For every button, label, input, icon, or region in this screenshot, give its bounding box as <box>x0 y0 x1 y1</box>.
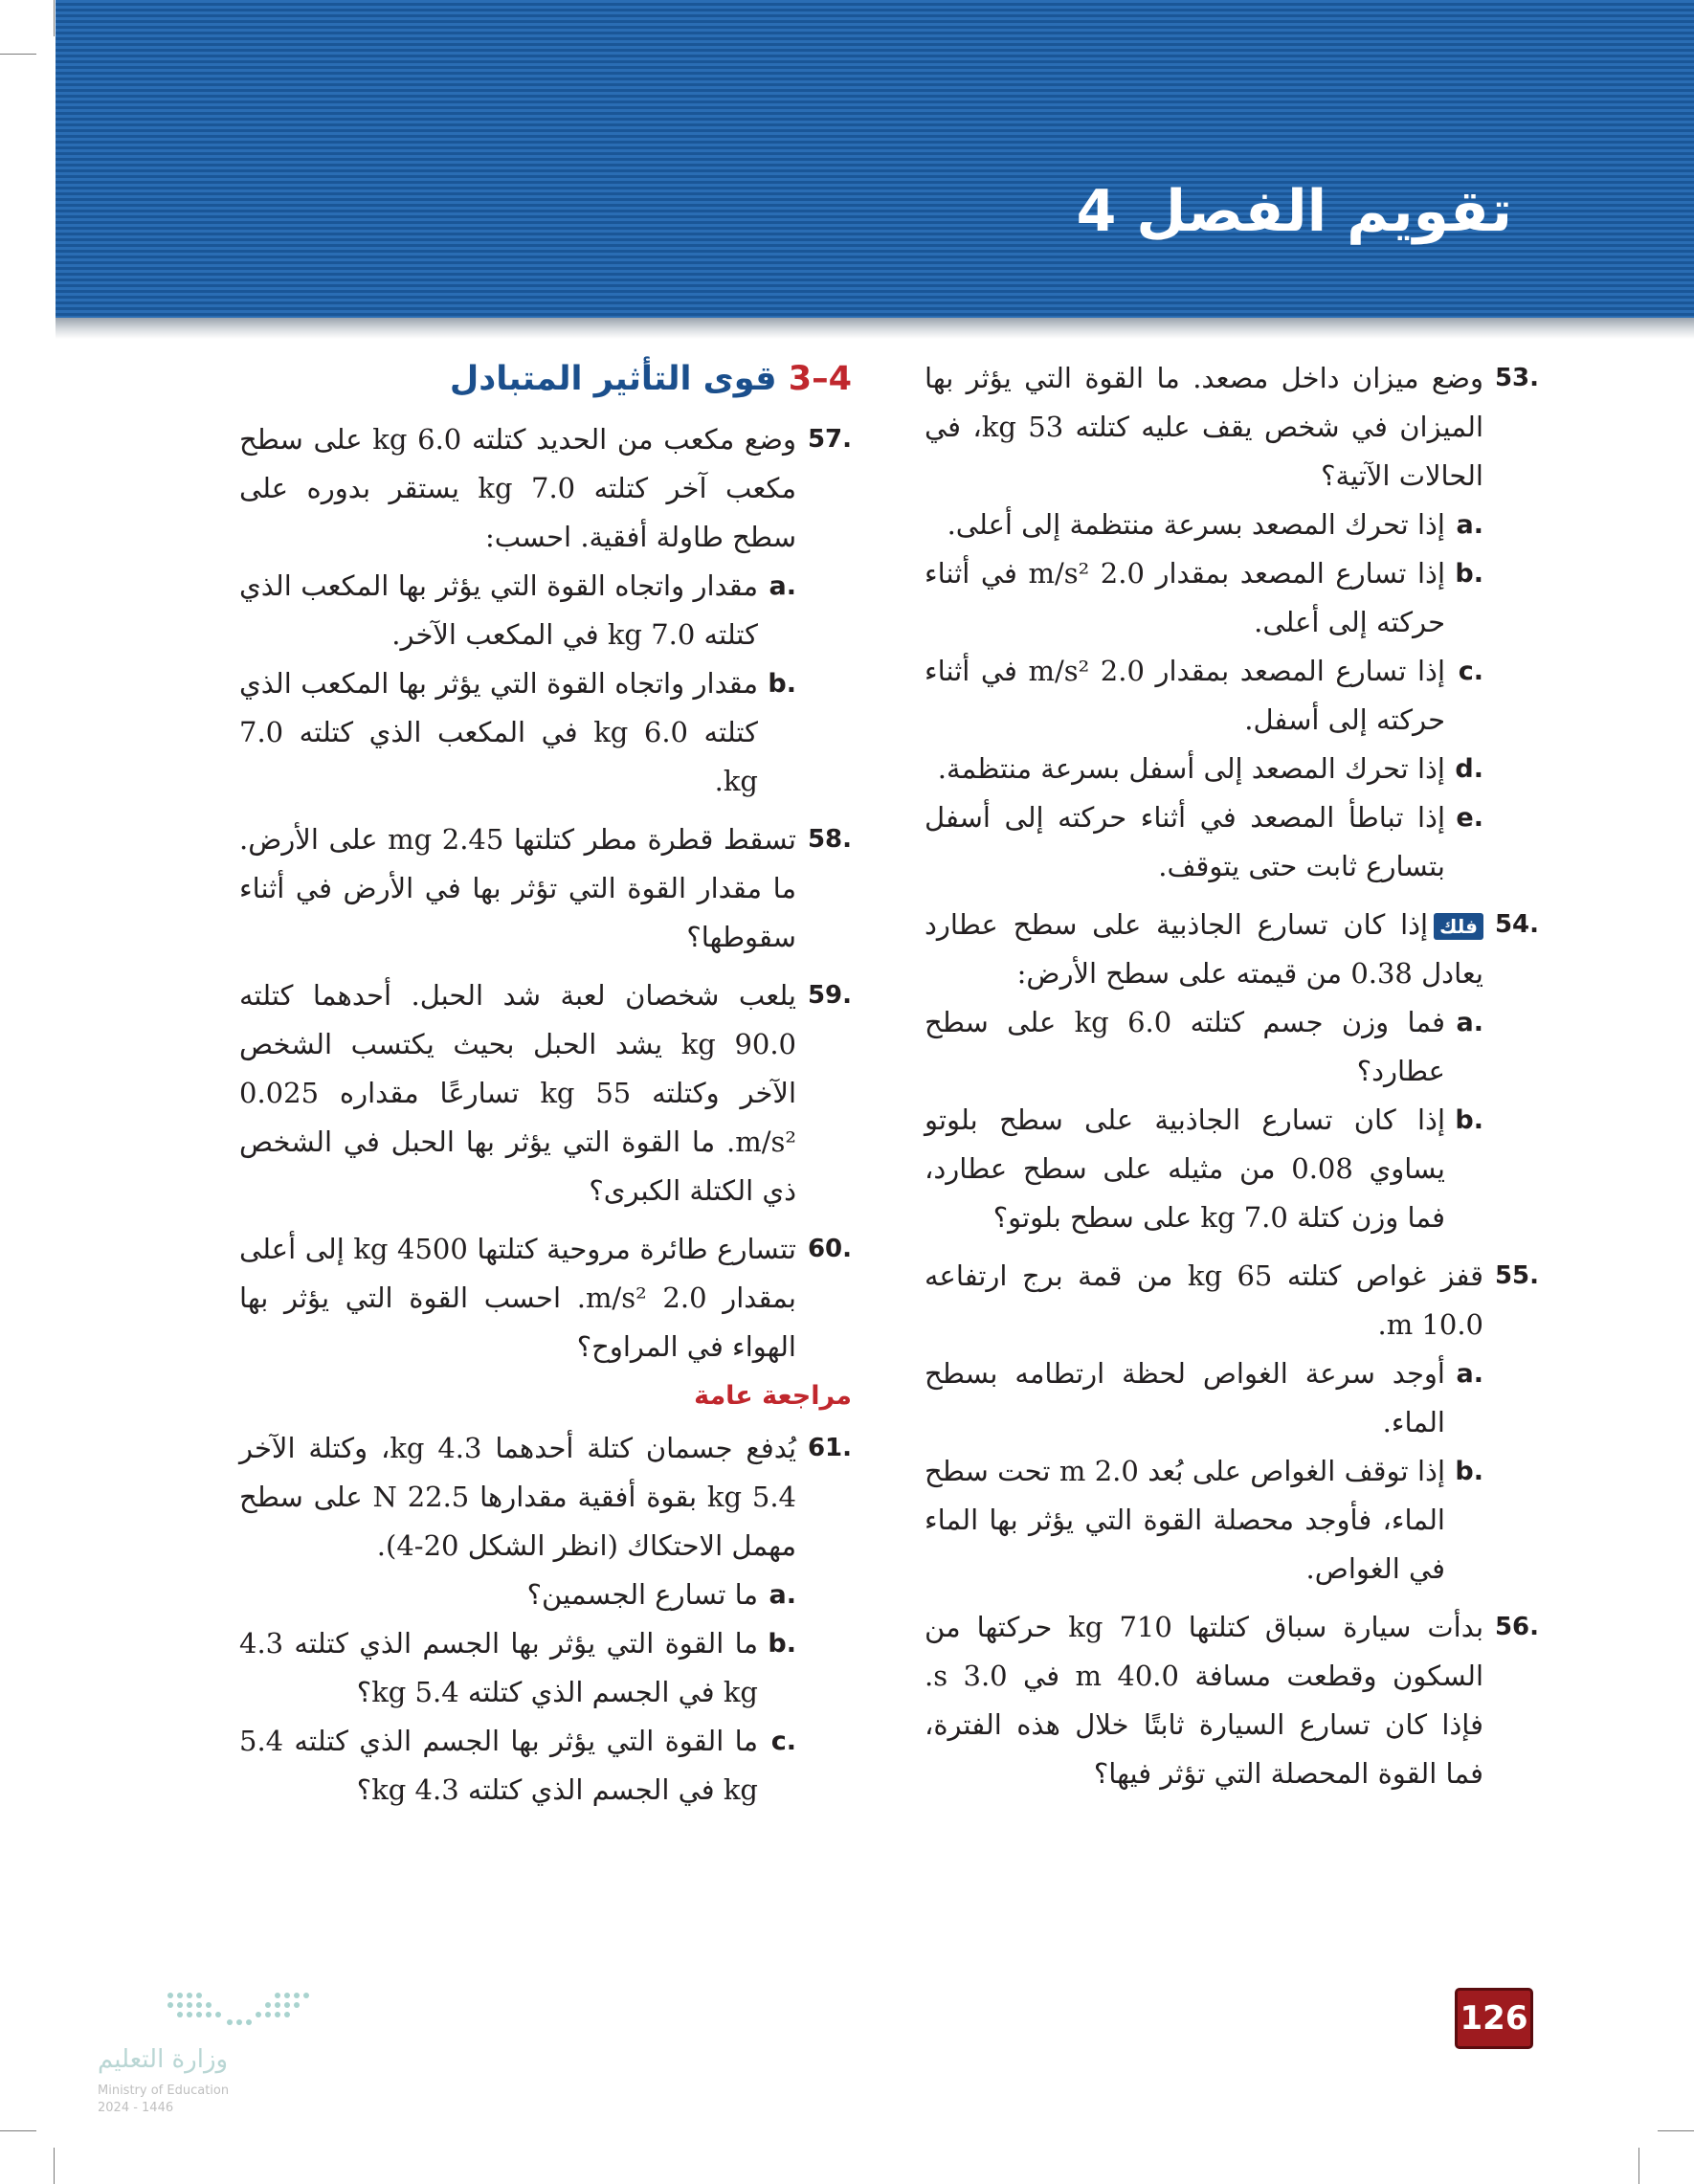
question-stem <box>925 1603 1483 1798</box>
sub-question <box>239 562 796 659</box>
sub-question-letter: c. <box>770 1727 796 1756</box>
sub-question-text: إذا تسارع المصعد بمقدار 2.0 m/s² في أثناء حركته إلى أسفل. <box>925 655 1445 736</box>
question-stem <box>239 1424 796 1571</box>
subsection-heading: مراجعة عامة <box>694 1381 852 1411</box>
question-number: 59. <box>807 981 852 1010</box>
question-stem <box>239 1225 796 1371</box>
question-text: إذا كان تسارع الجاذبية على سطح عطارد يعادل 0.38 من قيمته على سطح الأرض: <box>925 908 1483 990</box>
question-stem <box>925 354 1483 501</box>
sub-question-letter: a. <box>1456 510 1483 540</box>
sub-question <box>925 745 1483 793</box>
sub-question <box>239 1619 796 1717</box>
sub-question-text: ما تسارع الجسمين؟ <box>526 1578 758 1611</box>
sub-question <box>925 549 1483 647</box>
ministry-name-en: Ministry of Education <box>98 2084 230 2098</box>
sub-question-letter: b. <box>768 1629 796 1659</box>
question-stem <box>925 1252 1483 1349</box>
section-title: قوى التأثير المتبادل <box>449 360 777 398</box>
question-60 <box>239 1225 852 1371</box>
question-stem <box>239 815 796 962</box>
sub-question-letter: a. <box>1456 1008 1483 1037</box>
question-56 <box>925 1603 1539 1798</box>
crop-mark <box>0 2130 36 2131</box>
question-54 <box>925 901 1539 1242</box>
question-text: يلعب شخصان لعبة شد الحبل. أحدهما كتلته 90.0 kg يشد الحبل بحيث يكتسب الشخص الآخر وكتلته 55 kg تسارعًا مقداره 0.025 m/s². ما القوة التي يؤثر بها الحبل في الشخص ذي الكتلة الكبرى؟ <box>239 979 797 1207</box>
sub-question-text: إذا تحرك المصعد إلى أسفل بسرعة منتظمة. <box>937 752 1445 785</box>
question-stem <box>239 415 796 562</box>
sub-question-letter: a. <box>769 1580 796 1610</box>
question-number: 55. <box>1494 1261 1539 1290</box>
question-number: 54. <box>1494 910 1539 939</box>
question-text: تسقط قطرة مطر كتلتها 2.45 mg على الأرض. ما مقدار القوة التي تؤثر بها في الأرض في أثناء سقوطها؟ <box>239 823 797 953</box>
sub-question-text: إذا كان تسارع الجاذبية على سطح بلوتو يساوي 0.08 من مثيله على سطح عطارد، فما وزن كتلة 7.0 kg على سطح بلوتو؟ <box>925 1103 1445 1234</box>
sub-question <box>239 1717 796 1815</box>
sub-question-letter: d. <box>1455 754 1483 784</box>
sub-question-letter: b. <box>1455 559 1483 589</box>
sub-question <box>925 647 1483 745</box>
question-55 <box>925 1252 1539 1593</box>
sub-question-text: ما القوة التي يؤثر بها الجسم الذي كتلته 5.4 kg في الجسم الذي كتلته 4.3 kg؟ <box>239 1725 758 1806</box>
ministry-year: 2024 - 1446 <box>98 2101 174 2115</box>
sub-question-text: أوجد سرعة الغواص لحظة ارتطامه بسطح الماء. <box>925 1357 1445 1438</box>
sub-question <box>925 998 1483 1096</box>
sub-question <box>239 1571 796 1619</box>
sub-question <box>925 1096 1483 1242</box>
left-column <box>239 354 852 1824</box>
question-text: وضع ميزان داخل مصعد. ما القوة التي يؤثر بها الميزان في شخص يقف عليه كتلته 53 kg، في الحالات الآتية؟ <box>925 362 1484 492</box>
crop-mark <box>1638 2148 1639 2184</box>
section-number: 4–3 <box>788 360 852 398</box>
crop-mark <box>54 0 55 36</box>
sub-question-text: إذا تحرك المصعد بسرعة منتظمة إلى أعلى. <box>947 508 1445 541</box>
question-57 <box>239 415 852 806</box>
sub-question-letter: b. <box>1455 1457 1483 1486</box>
question-text: وضع مكعب من الحديد كتلته 6.0 kg على سطح مكعب آخر كتلته 7.0 kg يستقر بدوره على سطح طاولة أفقية. احسب: <box>239 423 797 553</box>
question-number: 58. <box>807 825 852 854</box>
sub-question <box>925 1349 1483 1447</box>
sub-question-text: ما القوة التي يؤثر بها الجسم الذي كتلته 4.3 kg في الجسم الذي كتلته 5.4 kg؟ <box>239 1627 758 1708</box>
question-stem <box>239 971 796 1215</box>
sub-question <box>925 793 1483 891</box>
sub-question-text: إذا توقف الغواص على بُعد 2.0 m تحت سطح الماء، فأوجد محصلة القوة التي يؤثر بها الماء في الغواص. <box>925 1455 1445 1585</box>
question-number: 57. <box>807 425 852 454</box>
sub-question-text: إذا تسارع المصعد بمقدار 2.0 m/s² في أثناء حركته إلى أعلى. <box>925 557 1445 638</box>
header-shadow <box>56 318 1694 339</box>
question-stem <box>925 901 1483 998</box>
ministry-dots-icon <box>163 1986 316 2034</box>
sub-question-text: مقدار واتجاه القوة التي يؤثر بها المكعب الذي كتلته 6.0 kg في المكعب الذي كتلته 7.0 kg. <box>239 667 758 797</box>
sub-question-text: إذا تباطأ المصعد في أثناء حركته إلى أسفل بتسارع ثابت حتى يتوقف. <box>925 801 1445 882</box>
sub-question <box>925 501 1483 549</box>
sub-question <box>925 1447 1483 1593</box>
sub-question-text: مقدار واتجاه القوة التي يؤثر بها المكعب الذي كتلته 7.0 kg في المكعب الآخر. <box>239 569 758 651</box>
crop-mark <box>1658 2130 1694 2131</box>
question-53 <box>925 354 1539 891</box>
page-number: 126 <box>1455 1988 1533 2049</box>
question-58 <box>239 815 852 962</box>
sub-question-letter: a. <box>769 571 796 601</box>
crop-mark <box>0 54 36 55</box>
sub-question-letter: b. <box>1455 1105 1483 1135</box>
question-text: يُدفع جسمان كتلة أحدهما 4.3 kg، وكتلة الآخر 5.4 kg بقوة أفقية مقدارها 22.5 N على سطح مهمل الاحتكاك (انظر الشكل 20-4). <box>239 1432 797 1562</box>
sub-question <box>239 659 796 806</box>
right-column <box>925 354 1539 1808</box>
sub-question-text: فما وزن جسم كتلته 6.0 kg على سطح عطارد؟ <box>925 1006 1445 1087</box>
question-59 <box>239 971 852 1215</box>
chapter-header-band <box>56 0 1694 318</box>
question-number: 61. <box>807 1434 852 1462</box>
question-text: تتسارع طائرة مروحية كتلتها 4500 kg إلى أعلى بمقدار 2.0 m/s². احسب القوة التي يؤثر بها الهواء في المراوح؟ <box>239 1233 797 1363</box>
sub-question-letter: c. <box>1458 657 1483 686</box>
topic-tag: فلك <box>1434 913 1483 940</box>
crop-mark <box>54 2148 55 2184</box>
question-number: 53. <box>1494 364 1539 392</box>
ministry-name-ar: وزارة التعليم <box>98 2045 229 2074</box>
question-number: 56. <box>1494 1613 1539 1641</box>
chapter-title: تقويم الفصل 4 <box>1076 178 1512 245</box>
sub-question-letter: e. <box>1456 803 1483 833</box>
section-heading <box>239 354 852 404</box>
question-text: قفز غواص كتلته 65 kg من قمة برج ارتفاعه 10.0 m. <box>925 1259 1483 1341</box>
question-61 <box>239 1424 852 1815</box>
sub-question-letter: a. <box>1456 1359 1483 1389</box>
question-text: بدأت سيارة سباق كتلتها 710 kg حركتها من السكون وقطعت مسافة 40.0 m في 3.0 s. فإذا كان تسارع السيارة ثابتًا خلال هذه الفترة، فما القوة المحصلة التي تؤثر فيها؟ <box>925 1611 1484 1790</box>
question-number: 60. <box>807 1235 852 1263</box>
sub-question-letter: b. <box>768 669 796 699</box>
